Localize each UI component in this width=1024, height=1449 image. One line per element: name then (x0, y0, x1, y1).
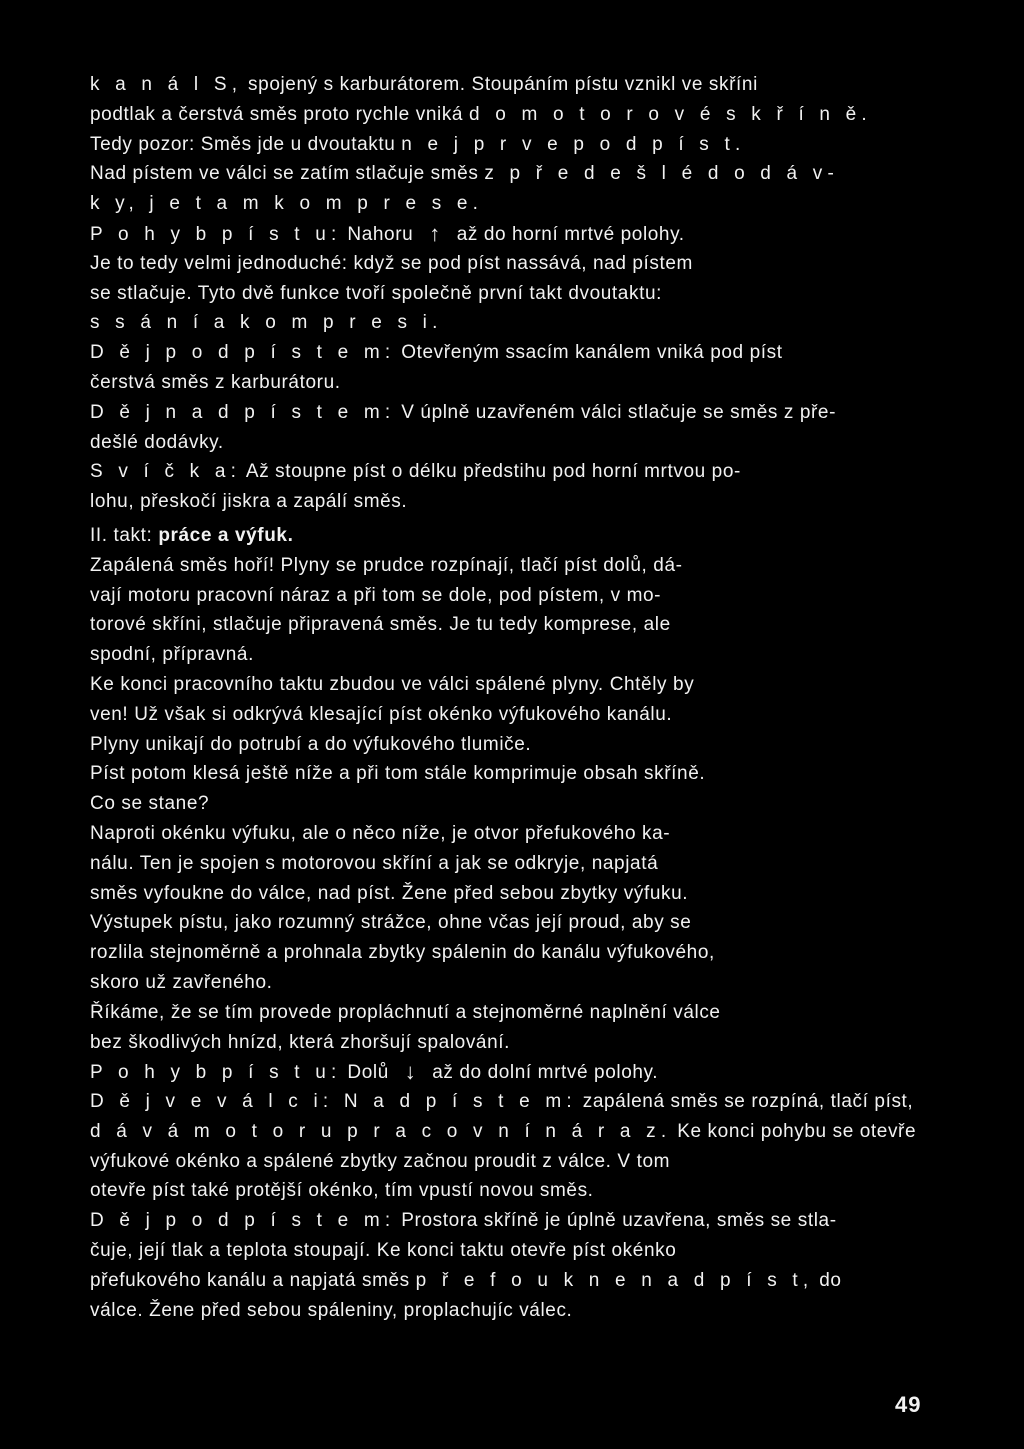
text-line (90, 487, 910, 517)
text-line (90, 968, 910, 998)
line-text: torové skříni, stlačuje připravená směs. Je tu tedy komprese, ale (90, 614, 671, 636)
text-line (90, 730, 910, 760)
text-line (90, 1296, 910, 1326)
spaced-emphasis-text: S v í č k a: (90, 461, 242, 483)
text-line (90, 521, 910, 551)
text-line (90, 1236, 910, 1266)
text-line (90, 849, 910, 879)
line-text: otevře píst také protější okénko, tím vpustí novou směs. (90, 1180, 594, 1202)
page-number: 49 (895, 1392, 922, 1417)
line-text: spodní, přípravná. (90, 644, 254, 666)
spaced-emphasis-text: d o m o t o r o v é s k ř í n ě. (468, 103, 872, 125)
line-text: nálu. Ten je spojen s motorovou skříní a jak se odkryje, napjatá (90, 852, 659, 874)
line-text: lohu, přeskočí jiskra a zapálí směs. (90, 491, 408, 513)
spaced-emphasis-text: D ě j p o d p í s t e m: (90, 342, 396, 364)
text-line (90, 457, 910, 487)
text-line (90, 368, 910, 398)
line-text: Výstupek pístu, jako rozumný strážce, ohne včas její proud, aby se (90, 912, 692, 934)
line-text: Otevřeným ssacím kanálem vniká pod píst (395, 342, 783, 364)
line-text: Zapálená směs hoří! Plyny se prudce rozpínají, tlačí píst dolů, dá- (90, 554, 683, 576)
line-text: dešlé dodávky. (90, 431, 224, 453)
line-text: čuje, její tlak a teplota stoupají. Ke konci taktu otevře píst okénko (90, 1240, 677, 1262)
text-line (90, 670, 910, 700)
text-line (90, 1057, 910, 1087)
text-line (90, 308, 910, 338)
line-text: Říkáme, že se tím provede propláchnutí a stejnoměrné naplnění válce (90, 1001, 721, 1023)
line-text: válce. Žene před sebou spáleniny, proplachujíc válec. (90, 1299, 573, 1321)
text-line (90, 581, 910, 611)
spaced-emphasis-text: z p ř e d e š l é d o d á v- (484, 163, 840, 185)
text-line (90, 159, 910, 189)
line-text: výfukové okénko a spálené zbytky začnou proudit z válce. V tom (90, 1150, 671, 1172)
text-line (90, 1087, 914, 1117)
spaced-emphasis-text: p ř e f o u k n e n a d p í s t, (415, 1269, 814, 1291)
text-line (90, 1147, 910, 1177)
text-line (90, 70, 910, 100)
text-line (90, 219, 910, 249)
text-line (90, 759, 910, 789)
text-line (90, 908, 910, 938)
text-line (90, 428, 910, 458)
spaced-emphasis-text: k y, j e t a m k o m p r e s e. (90, 193, 484, 215)
line-text: Naproti okénku výfuku, ale o něco níže, je otvor přefukového ka- (90, 822, 671, 844)
spaced-emphasis-text: s s á n í a k o m p r e s i. (90, 312, 443, 334)
line-text: skoro už zavřeného. (90, 971, 273, 993)
line-text: ven! Už však si odkrývá klesající píst okénko výfukového kanálu. (90, 703, 673, 725)
line-text: do (813, 1269, 842, 1291)
text-line (90, 789, 910, 819)
spaced-emphasis-text: k a n á l S, (90, 74, 243, 95)
line-text: Co se stane? (90, 793, 210, 815)
line-text: Píst potom klesá ještě níže a při tom stále komprimuje obsah skříně. (90, 763, 706, 785)
line-text: Nad pístem ve válci se zatím stlačuje směs (90, 163, 485, 185)
text-line (90, 610, 910, 640)
line-text: Prostora skříně je úplně uzavřena, směs se stla- (395, 1210, 837, 1232)
spaced-emphasis-text: n e j p r v e p o d p í s t. (401, 133, 746, 155)
text-line (90, 1028, 910, 1058)
text-line (90, 1117, 917, 1147)
spaced-emphasis-text: D ě j v e v á l c i: N a d p í s t e m: (90, 1091, 577, 1113)
text-line (90, 879, 910, 909)
text-line (90, 700, 910, 730)
line-text: rozlila stejnoměrně a prohnala zbytky spálenin do kanálu výfukového, (90, 942, 715, 964)
spaced-emphasis-text: P o h y b p í s t u: (90, 223, 342, 245)
text-line (90, 249, 910, 279)
text-line (90, 100, 910, 130)
text-line (90, 1266, 910, 1296)
line-text: až do dolní mrtvé polohy. (426, 1062, 659, 1084)
text-line (90, 279, 910, 309)
text-line (90, 1176, 910, 1206)
text-line (90, 819, 910, 849)
line-text: Ke konci pracovního taktu zbudou ve válci spálené plyny. Chtěly by (90, 673, 695, 695)
line-text: Nahoru (341, 223, 420, 245)
text-line (90, 640, 910, 670)
line-text: Tedy pozor: Směs jde u dvoutaktu (90, 133, 402, 155)
page-body-text (90, 70, 917, 1325)
line-text: podtlak a čerstvá směs proto rychle vniká (90, 103, 469, 125)
line-text: směs vyfoukne do válce, nad píst. Žene před sebou zbytky výfuku. (90, 882, 689, 904)
line-text: přefukového kanálu a napjatá směs (90, 1269, 416, 1291)
line-text: bez škodlivých hnízd, která zhoršují spalování. (90, 1031, 511, 1053)
line-text: Až stoupne píst o délku předstihu pod horní mrtvou po- (241, 461, 741, 483)
arrow-up-icon: ↑ (429, 220, 441, 246)
spaced-emphasis-text: D ě j n a d p í s t e m: (90, 401, 396, 423)
line-text: Dolů (341, 1062, 395, 1084)
text-line (90, 551, 910, 581)
text-line (90, 338, 910, 368)
line-text: Ke konci pohybu se otevře (671, 1120, 917, 1142)
line-text: Je to tedy velmi jednoduché: když se pod píst nassává, nad pístem (90, 252, 693, 274)
text-line (90, 938, 910, 968)
line-text: spojený s karburátorem. Stoupáním pístu vznikl ve skříni (242, 74, 758, 95)
spaced-emphasis-text: D ě j p o d p í s t e m: (90, 1210, 396, 1232)
spaced-emphasis-text: P o h y b p í s t u: (90, 1062, 342, 1084)
line-text: se stlačuje. Tyto dvě funkce tvoří společně první takt dvoutaktu: (90, 282, 662, 304)
line-text: čerstvá směs z karburátoru. (90, 371, 341, 393)
line-text: V úplně uzavřeném válci stlačuje se směs z pře- (395, 401, 837, 423)
text-line (90, 1206, 910, 1236)
line-text: až do horní mrtvé polohy. (450, 223, 685, 245)
arrow-down-icon: ↓ (404, 1059, 417, 1085)
text-line (90, 398, 910, 428)
spaced-emphasis-text: d á v á m o t o r u p r a c o v n í n á r a z. (90, 1120, 672, 1142)
text-line (90, 998, 910, 1028)
line-text: II. takt: (90, 524, 159, 546)
line-text: zapálená směs se rozpíná, tlačí píst, (576, 1091, 914, 1113)
line-text: Plyny unikají do potrubí a do výfukového tlumiče. (90, 733, 532, 755)
bold-heading-text: práce a výfuk. (158, 524, 294, 546)
line-text: vají motoru pracovní náraz a při tom se dole, pod pístem, v mo- (90, 584, 662, 606)
text-line (90, 130, 910, 160)
text-line (90, 189, 910, 219)
